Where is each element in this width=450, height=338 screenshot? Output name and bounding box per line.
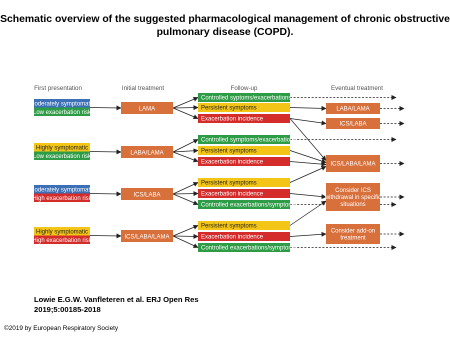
followup-label: Controlled exacerbations/symptoms — [201, 202, 297, 209]
arrow-initial-to-followup — [173, 140, 198, 153]
presentation-label: Low exacerbation risk — [32, 109, 92, 116]
arrow-initial-to-followup — [173, 151, 198, 153]
followup-label: Controlled symptoms/exacerbations — [201, 137, 297, 144]
column-headers — [34, 85, 383, 92]
followup-label: Persistent symptoms — [201, 223, 257, 230]
column-header-3: Eventual treatment — [331, 85, 383, 92]
arrow-initial-to-followup — [173, 226, 198, 237]
arrow-presentation-to-initial — [90, 194, 121, 195]
followup-label: Persistent symptoms — [201, 148, 257, 155]
presentation-label: High exacerbation risk — [32, 237, 92, 244]
eventual-treatment-label: withdrawal in specific — [324, 195, 382, 202]
arrow-initial-to-followup — [173, 152, 198, 162]
arrow-followup-to-eventual — [290, 234, 326, 237]
eventual-treatment-label: treatment — [340, 235, 366, 242]
arrow-initial-to-followup — [173, 194, 198, 195]
arrow-presentation-to-initial — [90, 108, 121, 109]
presentation-label: Moderately symptomatic — [29, 187, 95, 194]
citation — [34, 295, 199, 314]
eventual-treatment-label: ICS/LABA/LAMA — [330, 161, 376, 168]
arrow-followup-to-eventual — [290, 151, 326, 163]
followup-box-3-2 — [198, 243, 296, 252]
initial-treatment-label: LABA/LAMA — [130, 150, 164, 157]
eventual-treatment-box-4 — [326, 224, 380, 244]
followup-box-3-1 — [198, 232, 290, 241]
eventual-treatment-label: Consider add-on — [330, 228, 376, 235]
followup-box-3-0 — [198, 221, 290, 230]
presentation-label: Highly symptomatic — [35, 145, 89, 152]
followup-box-1-2 — [198, 157, 290, 166]
citation-line-2: 2019;5:00185-2018 — [34, 304, 101, 314]
citation-line-1: Lowie E.G.W. Vanfleteren et al. ERJ Open Res — [34, 295, 199, 304]
eventual-treatment-box-2 — [326, 155, 380, 172]
followup-box-2-0 — [198, 178, 290, 187]
followup-label: Persistent symptoms — [201, 105, 257, 112]
presentation-box-2 — [29, 185, 94, 202]
eventual-treatment-label: LABA/LAMA — [336, 106, 370, 113]
eventual-treatment-box-0 — [326, 103, 380, 114]
presentation-label: High exacerbation risk — [32, 195, 92, 202]
initial-treatment-box-3 — [121, 230, 173, 242]
arrow-initial-to-followup — [173, 108, 198, 119]
presentation-label: Moderately symptomatic — [29, 101, 95, 108]
arrow-initial-to-followup — [173, 236, 198, 237]
followup-label: Exacerbation incidence — [201, 234, 264, 241]
followup-box-1-0 — [198, 135, 296, 144]
arrow-followup-to-eventual — [290, 167, 326, 183]
presentation-label: Highly symptomatic — [35, 229, 89, 236]
eventual-treatment-box-3 — [324, 183, 381, 211]
arrow-initial-to-followup — [173, 108, 198, 109]
arrow-presentation-to-initial — [90, 236, 121, 237]
flow-nodes — [29, 93, 381, 252]
arrow-followup-to-eventual — [290, 194, 326, 198]
followup-label: Controlled syptoms/exacerbations — [201, 95, 292, 102]
followup-label: Exacerbation incidence — [201, 159, 264, 166]
copyright-notice: ©2019 by European Respiratory Society — [4, 325, 119, 332]
initial-treatment-box-1 — [121, 146, 173, 158]
arrow-initial-to-followup — [173, 98, 198, 109]
presentation-label: Low exacerbation risk — [32, 153, 92, 160]
followup-box-2-1 — [198, 189, 290, 198]
presentation-box-1 — [33, 143, 92, 160]
initial-treatment-label: ICS/LABA — [133, 192, 161, 199]
eventual-treatment-box-1 — [326, 118, 380, 129]
followup-label: Exacerbation incidence — [201, 191, 264, 198]
presentation-box-3 — [32, 227, 92, 244]
initial-treatment-box-0 — [121, 102, 173, 114]
title-line-2: pulmonary disease (COPD). — [156, 26, 294, 38]
column-header-0: First presentation — [34, 85, 82, 92]
arrow-initial-to-followup — [173, 194, 198, 205]
eventual-treatment-label: situations — [340, 202, 366, 209]
followup-label: Exacerbation incidence — [201, 116, 264, 123]
arrow-followup-to-eventual — [290, 119, 326, 124]
followup-label: Controlled exacerbations/symptoms — [201, 245, 297, 252]
initial-treatment-label: LAMA — [138, 106, 156, 113]
followup-box-0-0 — [198, 93, 291, 102]
column-header-2: Follow-up — [230, 85, 258, 92]
presentation-box-0 — [29, 99, 94, 116]
initial-treatment-box-2 — [121, 188, 173, 200]
arrow-followup-to-eventual — [290, 108, 326, 109]
initial-treatment-label: ICS/LABA/LAMA — [124, 234, 170, 241]
followup-label: Persistent symptoms — [201, 180, 257, 187]
column-header-1: Initial treatment — [121, 85, 165, 92]
eventual-treatment-label: Consider ICS — [335, 188, 371, 195]
arrow-presentation-to-initial — [90, 152, 121, 153]
arrow-initial-to-followup — [173, 183, 198, 195]
arrow-followup-to-eventual — [290, 162, 326, 165]
followup-box-1-1 — [198, 146, 290, 155]
arrow-initial-to-followup — [173, 236, 198, 248]
eventual-treatment-label: ICS/LABA — [339, 121, 367, 128]
followup-box-0-2 — [198, 114, 290, 123]
title-line-1: Schematic overview of the suggested pharmacological management of chronic obstructive — [0, 14, 450, 25]
followup-box-2-2 — [198, 200, 296, 209]
followup-box-0-1 — [198, 103, 290, 112]
